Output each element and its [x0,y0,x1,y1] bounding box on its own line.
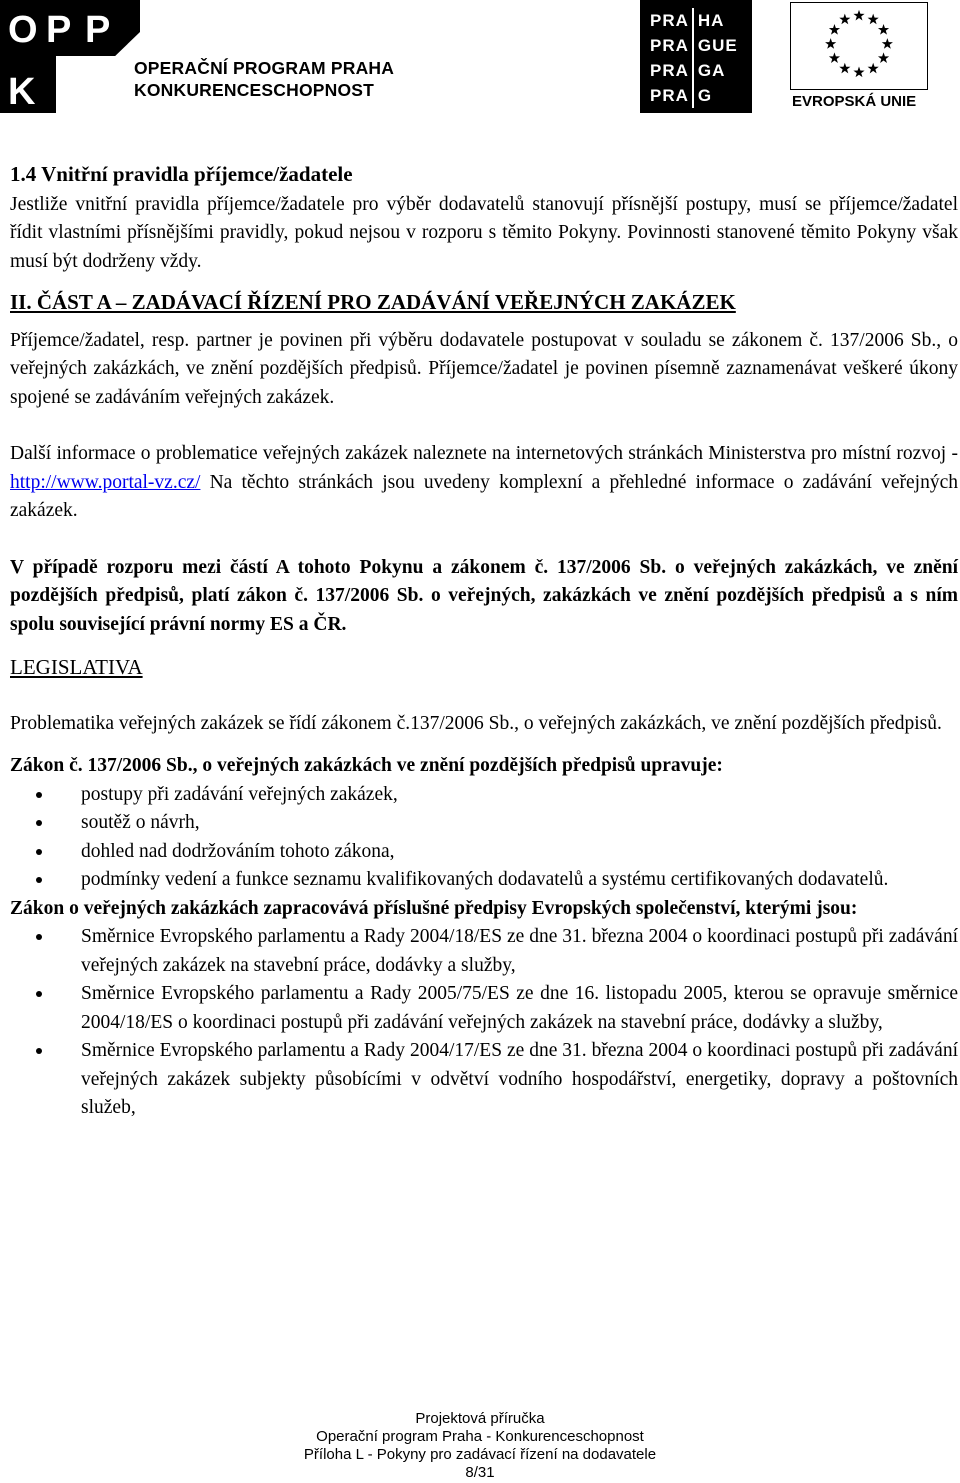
more-info-text-after: Na těchto stránkách jsou uvedeny komplexní a přehledné informace o zadávání veřejných zakázek. [10,471,958,521]
document-body [10,160,958,1123]
eu-star-icon [878,52,889,63]
praha-logo-cell: HA [693,8,741,33]
praha-logo-cell: G [693,83,741,108]
list-item: dohled nad dodržováním tohoto zákona, [10,838,958,867]
eu-flag-icon [790,2,928,90]
paragraph-legislation-intro: Problematika veřejných zakázek se řídí zákonem č.137/2006 Sb., o veřejných zakázkách, ve znění pozdějších předpisů. [10,712,942,734]
opp-line2: KONKURENCESCHOPNOST [134,80,375,100]
law-scope-heading: Zákon č. 137/2006 Sb., o veřejných zakázkách ve znění pozdějších předpisů upravuje: [10,755,723,776]
opp-logo-letter-o: O [8,9,38,51]
opp-logo-letter-k: K [8,71,36,113]
praha-logo-cell: GA [693,58,741,83]
eu-logo [790,2,930,114]
opp-logo-letter-p2: P [85,9,111,51]
paragraph-conflict-rule: V případě rozporu mezi částí A tohoto Pokynu a zákonem č. 137/2006 Sb. o veřejných zakázkách, ve znění pozdějších předpisů, platí zákon č. 137/2006 Sb. o veřejných, zakázkách ve znění pozdějších předpisů a s ním spolu související právní normy ES a ČR. [10,556,958,635]
part-two-heading: II. ČÁST A – ZADÁVACÍ ŘÍZENÍ PRO ZADÁVÁNÍ VEŘEJNÝCH ZAKÁZEK [10,290,736,314]
opp-line1: OPERAČNÍ PROGRAM PRAHA [134,58,395,78]
eu-star-icon [882,38,893,49]
eu-star-icon [868,63,879,74]
page-number: 8/31 [465,1464,495,1481]
eu-star-icon [829,52,840,63]
eu-star-icon [868,14,879,25]
opp-logo-letter-p1: P [46,9,72,51]
eu-star-icon [825,38,836,49]
paragraph-obligation: Příjemce/žadatel, resp. partner je povinen při výběru dodavatele postupovat v souladu se zákonem č. 137/2006 Sb., o veřejných zakázkách, ve znění pozdějších předpisů. Příjemce/žadatel je povinen písemně zaznamenávat veškeré úkony spojené se zadáváním veřejných zakázek. [10,329,958,408]
eu-star-icon [853,10,864,21]
praha-logo [640,0,752,113]
portal-vz-link[interactable]: http://www.portal-vz.cz/ [10,471,201,493]
eu-directives-list [10,923,958,1123]
section-heading-1-4: 1.4 Vnitřní pravidla příjemce/žadatele [10,162,353,186]
eu-directives-heading: Zákon o veřejných zakázkách zapracovává příslušné předpisy Evropských společenství, kterými jsou: [10,897,858,919]
list-item: Směrnice Evropského parlamentu a Rady 2004/18/ES ze dne 31. března 2004 o koordinaci postupů při zadávání veřejných zakázek na stavební práce, dodávky a služby, [10,923,958,980]
list-item: soutěž o návrh, [10,809,958,838]
opp-logo [0,0,140,113]
eu-star-icon [839,14,850,25]
list-item: podmínky vedení a funkce seznamu kvalifikovaných dodavatelů a systému certifikovaných dodavatelů. [10,866,958,895]
legislation-heading: LEGISLATIVA [10,655,143,679]
list-item: postupy při zadávání veřejných zakázek, [10,781,958,810]
list-item: Směrnice Evropského parlamentu a Rady 2005/75/ES ze dne 16. listopadu 2005, kterou se opravuje směrnice 2004/18/ES o koordinaci postupů při zadávání veřejných zakázek na stavební práce, dodávky a služby, [10,980,958,1037]
page-footer [0,1410,960,1482]
praha-logo-cell: PRA [650,61,689,80]
praha-logo-cell: PRA [650,36,689,55]
paragraph-internal-rules: Jestliže vnitřní pravidla příjemce/žadatele pro výběr dodavatelů stanovují přísnější postupy, musí se příjemce/žadatel řídit vlastními přísnějšími pravidly, pokud nejsou v rozporu s těmito Pokyny. Povinnosti stanovené těmito Pokyny však musí být dodrženy vždy. [10,193,958,272]
praha-logo-cell: PRA [650,11,689,30]
praha-logo-cell: GUE [693,33,741,58]
eu-star-icon [878,24,889,35]
more-info-text: Další informace o problematice veřejných zakázek naleznete na internetových stránkách Ministerstva pro místní rozvoj - [10,443,958,464]
eu-star-icon [839,63,850,74]
opp-program-title [134,57,394,101]
paragraph-more-info [10,440,958,526]
list-item: Směrnice Evropského parlamentu a Rady 2004/17/ES ze dne 31. března 2004 o koordinaci postupů při zadávání veřejných zakázek subjekty působícími v odvětví vodního hospodářství, energetiky, dopravy a poštovních služeb, [10,1037,958,1123]
page-header [0,0,960,120]
law-scope-list [10,781,958,895]
praha-logo-cell: PRA [650,86,689,105]
eu-star-icon [853,67,864,78]
eu-star-icon [829,24,840,35]
eu-label: EVROPSKÁ UNIE [792,93,917,110]
footer-line-3: Příloha L - Pokyny pro zadávací řízení na dodavatele [303,1446,657,1463]
footer-line-1: Projektová příručka [415,1410,545,1427]
footer-line-2: Operační program Praha - Konkurenceschopnost [316,1428,644,1445]
